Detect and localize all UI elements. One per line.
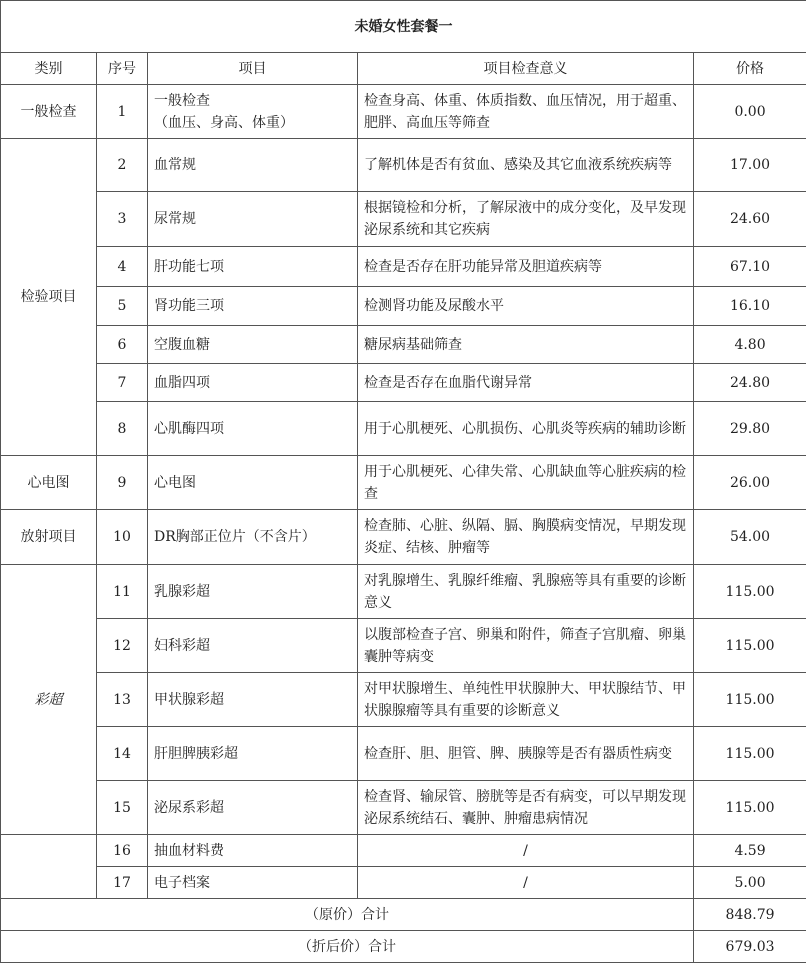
category-other [1,835,97,899]
row-meaning: 检查身高、体重、体质指数、血压情况，用于超重、肥胖、高血压等筛查 [358,85,694,139]
header-meaning: 项目检查意义 [358,53,694,85]
row-number: 4 [97,247,148,287]
row-item: 血脂四项 [148,364,358,402]
header-category: 类别 [1,53,97,85]
row-meaning: 用于心肌梗死、心肌损伤、心肌炎等疾病的辅助诊断 [358,402,694,456]
row-item: 乳腺彩超 [148,565,358,619]
row-number: 5 [97,287,148,326]
row-item: 心电图 [148,456,358,510]
row-number: 8 [97,402,148,456]
row-meaning: 用于心肌梗死、心律失常、心肌缺血等心脏疾病的检查 [358,456,694,510]
row-price: 4.59 [694,835,806,867]
row-price: 115.00 [694,727,806,781]
row-item: DR胸部正位片（不含片） [148,510,358,565]
discount-total-label: （折后价）合计 [1,931,694,963]
row-meaning: 检查肾、输尿管、膀胱等是否有病变，可以早期发现泌尿系统结石、囊肿、肿瘤患病情况 [358,781,694,835]
row-meaning: 检查是否存在肝功能异常及胆道疾病等 [358,247,694,287]
row-meaning: / [358,867,694,899]
header-number: 序号 [97,53,148,85]
row-item: 血常规 [148,139,358,192]
row-number: 1 [97,85,148,139]
category-lab: 检验项目 [1,139,97,456]
row-price: 17.00 [694,139,806,192]
row-price: 115.00 [694,565,806,619]
row-price: 24.80 [694,364,806,402]
row-number: 12 [97,619,148,673]
row-number: 11 [97,565,148,619]
original-total-value: 848.79 [694,899,806,931]
row-item: 一般检查 （血压、身高、体重） [148,85,358,139]
row-price: 67.10 [694,247,806,287]
row-number: 9 [97,456,148,510]
row-meaning: 检查肝、胆、胆管、脾、胰腺等是否有器质性病变 [358,727,694,781]
row-price: 0.00 [694,85,806,139]
row-price: 26.00 [694,456,806,510]
package-title: 未婚女性套餐一 [1,1,806,53]
row-item: 尿常规 [148,192,358,247]
row-meaning: 检测肾功能及尿酸水平 [358,287,694,326]
row-item: 肝胆脾胰彩超 [148,727,358,781]
header-price: 价格 [694,53,806,85]
row-item: 抽血材料费 [148,835,358,867]
row-number: 7 [97,364,148,402]
row-price: 24.60 [694,192,806,247]
row-price: 16.10 [694,287,806,326]
row-number: 15 [97,781,148,835]
row-number: 6 [97,326,148,364]
discount-total-value: 679.03 [694,931,806,963]
row-item: 妇科彩超 [148,619,358,673]
row-meaning: / [358,835,694,867]
row-number: 14 [97,727,148,781]
row-price: 5.00 [694,867,806,899]
row-item: 电子档案 [148,867,358,899]
row-number: 3 [97,192,148,247]
row-number: 13 [97,673,148,727]
row-price: 115.00 [694,781,806,835]
row-meaning: 对乳腺增生、乳腺纤维瘤、乳腺癌等具有重要的诊断意义 [358,565,694,619]
row-item: 甲状腺彩超 [148,673,358,727]
original-total-label: （原价）合计 [1,899,694,931]
category-ecg: 心电图 [1,456,97,510]
row-price: 29.80 [694,402,806,456]
row-item: 心肌酶四项 [148,402,358,456]
row-meaning: 以腹部检查子宫、卵巢和附件，筛查子宫肌瘤、卵巢囊肿等病变 [358,619,694,673]
row-price: 115.00 [694,619,806,673]
row-item: 泌尿系彩超 [148,781,358,835]
row-number: 17 [97,867,148,899]
row-meaning: 了解机体是否有贫血、感染及其它血液系统疾病等 [358,139,694,192]
category-radiology: 放射项目 [1,510,97,565]
row-meaning: 根据镜检和分析，了解尿液中的成分变化，及早发现泌尿系统和其它疾病 [358,192,694,247]
category-ultrasound: 彩超 [1,565,97,835]
category-general: 一般检查 [1,85,97,139]
row-price: 54.00 [694,510,806,565]
row-item: 肾功能三项 [148,287,358,326]
row-meaning: 对甲状腺增生、单纯性甲状腺肿大、甲状腺结节、甲状腺腺瘤等具有重要的诊断意义 [358,673,694,727]
row-price: 115.00 [694,673,806,727]
row-item: 空腹血糖 [148,326,358,364]
row-meaning: 检查肺、心脏、纵隔、膈、胸膜病变情况，早期发现炎症、结核、肿瘤等 [358,510,694,565]
row-item: 肝功能七项 [148,247,358,287]
row-number: 10 [97,510,148,565]
header-item: 项目 [148,53,358,85]
row-number: 16 [97,835,148,867]
row-number: 2 [97,139,148,192]
row-price: 4.80 [694,326,806,364]
row-meaning: 检查是否存在血脂代谢异常 [358,364,694,402]
row-meaning: 糖尿病基础筛查 [358,326,694,364]
